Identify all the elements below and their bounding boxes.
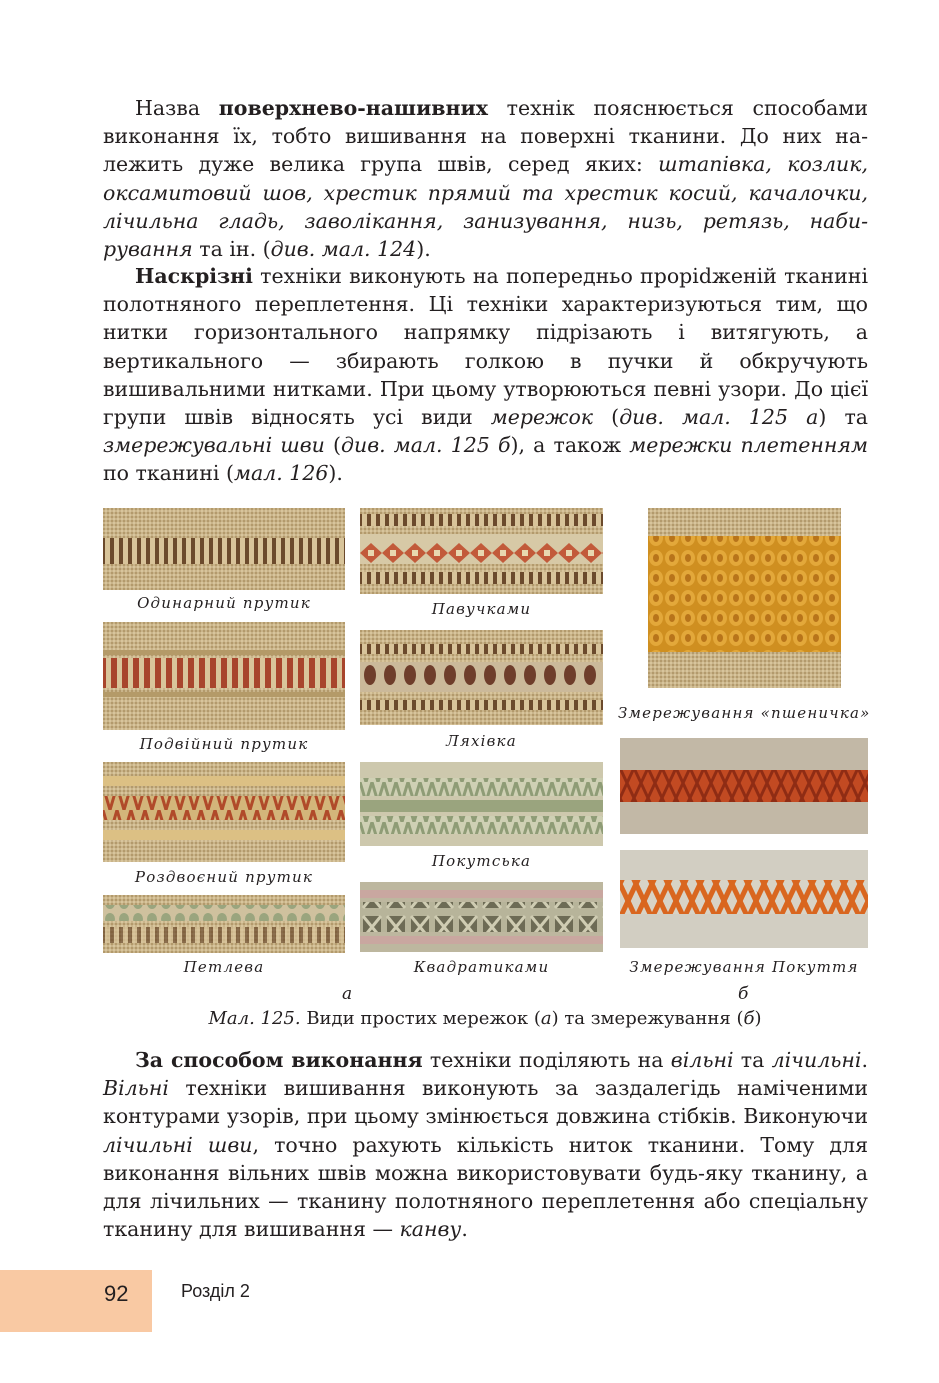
- paragraph-by-method: За способом виконання техніки поділяють на вільні та лічильні. Вільні техніки вишивання виконують за заздалегідь наміченими контурами узорів, при цьому змінюється довжина стібків. Виконуючи лічильні шви, точно рахують кількість ниток тканини. Тому для виконання вільних швів можна використовувати будь-яку тканину, а для лічильних — тканину полотняного переплетення або спеціальну тканину для вишивання — канву.: [103, 1048, 868, 1242]
- photo-odynarnyi-prutyk: [103, 508, 345, 590]
- photo-podviinyi-prutyk: [103, 622, 345, 730]
- figure-caption: Мал. 125. Види простих мережок (а) та змережування (б): [208, 1008, 762, 1029]
- photo-pavuchkamy: [360, 508, 603, 594]
- paragraph-surface-techniques: Назва поверхнево-нашивних технік пояснюється способами виконання їх, тобто вишивання на поверхні тканини. До них належить дуже велика група швів, серед яких: штапівка, козлик, оксамитовий шов, хрестик прямий та хрестик косий, качалочки, лічильна гладь, заволікання, занизування, низь, ретязь, набирування та ін. (див. мал. 124).: [103, 96, 868, 262]
- photo-rozdvoienyi-prutyk: [103, 762, 345, 862]
- photo-kvadratykamy: [360, 882, 603, 952]
- term-surface: поверхнево-нашивних: [218, 96, 488, 120]
- photo-pshenychka: [648, 508, 841, 688]
- photo-zmerezhuvannia-pokuttia: [620, 850, 868, 948]
- photo-pokutska: [360, 762, 603, 846]
- panel-label-b: б: [738, 984, 749, 1004]
- caption-pokuttia: Змережування Покуття: [629, 958, 859, 976]
- caption-pshenychka: Змережування «пшеничка»: [618, 704, 871, 722]
- caption-liakhivka: Ляхівка: [446, 732, 517, 750]
- caption-rozdvoienyi: Роздвоєний прутик: [134, 868, 314, 886]
- paragraph-openwork-techniques: Наскрізні техніки виконують на попередньо проріdженій тканині полотняного переплетення. Ці техніки характеризуються тим, що нитки горизонтального напрямку підрізають і витягують, а вертикального — збирають голкою в пучки й обкручують вишивальними нитками. При цьому утворюються певні узори. До цієї групи швів відносять усі види мережок (див. мал. 125 а) та змережувальні шви (див. мал. 125 б), а також мережки плетенням по тканині (мал. 126).: [103, 264, 869, 486]
- panel-label-a: а: [342, 984, 353, 1004]
- caption-podviinyi: Подвійний прутик: [139, 735, 309, 753]
- page-number-box: [0, 1270, 152, 1332]
- term-by-method: За способом виконання: [135, 1048, 423, 1072]
- photo-zmerezhuvannia-red: [620, 738, 868, 834]
- photo-petleva: [103, 895, 345, 953]
- caption-petleva: Петлева: [183, 958, 265, 976]
- caption-pavuchkamy: Павучками: [431, 600, 532, 618]
- page-number: 92: [104, 1281, 129, 1306]
- term-openwork: Наскрізні: [135, 264, 253, 288]
- caption-kvadratykamy: Квадратиками: [413, 958, 550, 976]
- caption-pokutska: Покутська: [431, 852, 532, 870]
- photo-liakhivka: [360, 630, 603, 725]
- section-label: Розділ 2: [181, 1281, 250, 1301]
- caption-odynarnyi: Одинарний прутик: [137, 594, 311, 612]
